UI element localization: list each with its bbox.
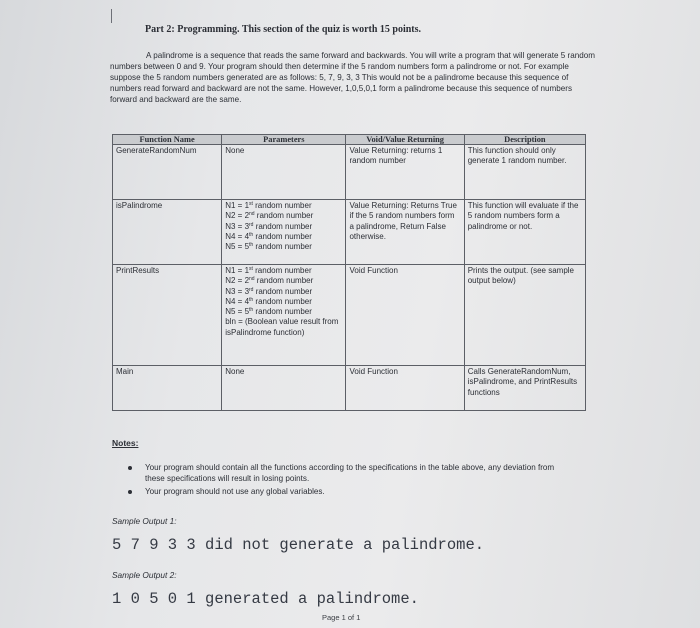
- list-item: [128, 462, 568, 484]
- param-line: N1 = 1st random number: [225, 266, 312, 275]
- sample-output-1-label: Sample Output 1:: [112, 516, 177, 526]
- table-header-row: [113, 135, 586, 145]
- cell-returning: Void Function: [346, 265, 464, 366]
- table-row: [113, 200, 586, 265]
- cell-description: This function should only generate 1 random number.: [464, 145, 585, 200]
- page-number: Page 1 of 1: [322, 613, 361, 622]
- note-text: Your program should contain all the functions according to the specifications in the table above, any deviation from these specifications will result in losing points.: [145, 463, 555, 483]
- table-row: [113, 265, 586, 366]
- header-parameters: Parameters: [222, 135, 346, 145]
- param-line: N3 = 3rd random number: [225, 221, 313, 231]
- param-line: N4 = 4th random number: [225, 231, 312, 241]
- note-text: Your program should not use any global variables.: [145, 487, 325, 496]
- cell-function-name: GenerateRandomNum: [113, 145, 222, 200]
- table-row: [113, 366, 586, 411]
- cell-function-name: Main: [113, 366, 222, 411]
- param-line: N4 = 4th random number: [225, 296, 312, 306]
- param-line: N3 = 3rd random number: [225, 286, 313, 296]
- sample-output-1: 5 7 9 3 3 did not generate a palindrome.: [112, 536, 485, 554]
- cell-parameters: [222, 145, 346, 200]
- cell-returning: Value Returning: returns 1 random number: [346, 145, 464, 200]
- header-returning: Void/Value Returning: [346, 135, 464, 145]
- header-function-name: Function Name: [113, 135, 222, 145]
- cell-parameters: [222, 366, 346, 411]
- param-line: N2 = 2nd random number: [225, 276, 314, 286]
- cell-returning: Void Function: [346, 366, 464, 411]
- cell-description: This function will evaluate if the 5 random numbers form a palindrome or not.: [464, 200, 585, 265]
- param-line: bln = (Boolean value result from isPalindrome function): [225, 317, 339, 337]
- cell-function-name: isPalindrome: [113, 200, 222, 265]
- cell-parameters: [222, 200, 346, 265]
- list-item: [128, 486, 568, 497]
- table-row: [113, 145, 586, 200]
- param-line: N5 = 5th random number: [225, 242, 312, 252]
- param-line: N2 = 2nd random number: [225, 211, 314, 221]
- notes-title: Notes:: [112, 438, 139, 448]
- cell-returning: Value Returning: Returns True if the 5 random numbers form a palindrome, Return False otherwise.: [346, 200, 464, 265]
- intro-paragraph: [110, 50, 598, 105]
- param-line: N5 = 5th random number: [225, 307, 312, 317]
- cell-description: Calls GenerateRandomNum, isPalindrome, and PrintResults functions: [464, 366, 585, 411]
- section-heading: Part 2: Programming. This section of the quiz is worth 15 points.: [145, 24, 422, 35]
- intro-text: A palindrome is a sequence that reads the same forward and backwards. You will write a program that will generate 5 random numbers between 0 and 9. Your program should then determine if the 5 random numbers form a palindrome or not. For example suppose the 5 random numbers generated are as follows: 5, 7, 9, 3, 3 This would not be a palindrome because this sequence of numbers read forward and backward are not the same. However, 1,0,5,0,1 form a palindrome because this sequence of numbers forward and backward are the same.: [110, 51, 595, 104]
- param-line: N1 = 1st random number: [225, 201, 312, 210]
- sample-output-2: 1 0 5 0 1 generated a palindrome.: [112, 590, 419, 608]
- function-spec-table: [112, 134, 586, 411]
- cell-parameters: [222, 265, 346, 366]
- bullet-icon: [128, 466, 132, 470]
- param-line: None: [225, 146, 245, 155]
- text-cursor-mark: [111, 9, 112, 23]
- param-line: None: [225, 367, 245, 376]
- sample-output-2-label: Sample Output 2:: [112, 570, 177, 580]
- bullet-icon: [128, 490, 132, 494]
- header-description: Description: [464, 135, 585, 145]
- cell-function-name: PrintResults: [113, 265, 222, 366]
- notes-list: [128, 462, 568, 499]
- cell-description: Prints the output. (see sample output below): [464, 265, 585, 366]
